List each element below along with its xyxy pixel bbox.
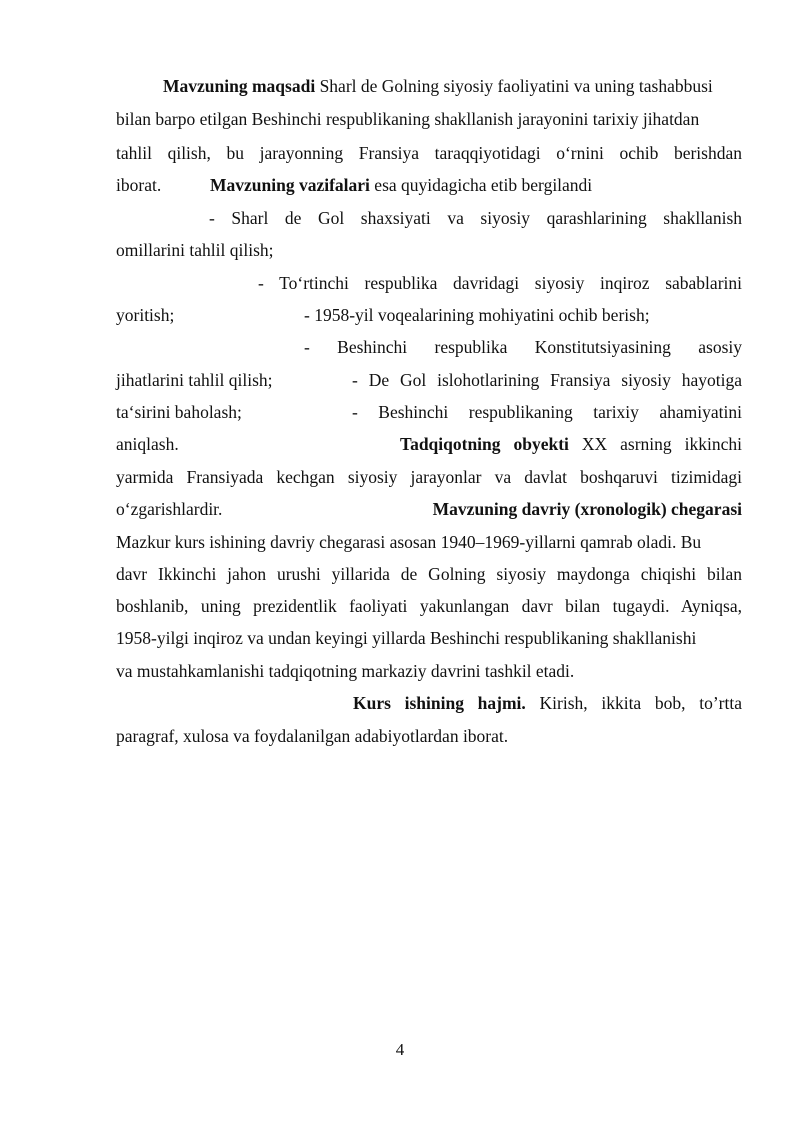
text-span: boshlanib, uning prezidentlik faoliyati yakunlangan davr bilan tugaydi. Ayniqsa, [116, 596, 742, 616]
list-item [116, 396, 742, 428]
list-item [116, 364, 742, 396]
list-item [209, 202, 742, 234]
heading-hajmi: Kurs ishining hajmi. [353, 693, 526, 713]
text-line [116, 720, 742, 752]
text-line [163, 70, 755, 102]
list-item [304, 331, 742, 363]
text-span: - Sharl de Gol shaxsiyati va siyosiy qarashlarining shakllanish [209, 208, 742, 228]
text-span: o‘zgarishlardir. [116, 499, 223, 519]
heading-vazifalari: Mavzuning vazifalari [210, 175, 370, 195]
list-item [258, 267, 742, 299]
page-number: 4 [395, 1040, 405, 1059]
text-span: paragraf, xulosa va foydalanilgan adabiyotlardan iborat. [116, 726, 509, 746]
text-span: davr Ikkinchi jahon urushi yillarida de Golning siyosiy maydonga chiqishi bilan [116, 564, 742, 584]
text-span: - To‘rtinchi respublika davridagi siyosiy inqiroz sabablarini [258, 273, 742, 293]
text-line [116, 622, 742, 654]
text-span: tahlil qilish, bu jarayonning Fransiya taraqqiyotidagi o‘rnini ochib berishdan [116, 143, 742, 163]
text-line [116, 428, 742, 460]
text-line [116, 493, 742, 525]
text-line [116, 137, 742, 169]
text-span: - 1958-yil voqealarining mohiyatini ochib berish; [304, 305, 650, 325]
text-line [116, 655, 742, 687]
text-span: yarmida Fransiyada kechgan siyosiy jarayonlar va davlat boshqaruvi tizimidagi [116, 467, 742, 487]
list-item [116, 234, 742, 266]
heading-obyekti: Tadqiqotning obyekti [400, 434, 569, 454]
text-span: Sharl de Golning siyosiy faoliyatini va uning tashabbusi [319, 76, 713, 96]
text-line [116, 169, 742, 201]
text-span: iborat. [116, 175, 162, 195]
text-span: omillarini tahlil qilish; [116, 240, 274, 260]
list-item [116, 299, 742, 331]
text-span: ta‘sirini baholash; [116, 402, 242, 422]
text-span: esa quyidagicha etib bergilandi [374, 175, 593, 195]
text-line [116, 103, 742, 135]
text-span: Kirish, ikkita bob, to’rtta [539, 693, 742, 713]
text-span [210, 169, 592, 201]
text-span [400, 428, 742, 460]
text-line [116, 526, 742, 558]
text-span: jihatlarini tahlil qilish; [116, 370, 273, 390]
text-span: Mazkur kurs ishining davriy chegarasi asosan 1940–1969-yillarni qamrab oladi. Bu [116, 532, 702, 552]
text-span: bilan barpo etilgan Beshinchi respublikaning shakllanish jarayonini tarixiy jihatdan [116, 109, 700, 129]
text-span: - Beshinchi respublika Konstitutsiyasining asosiy [304, 337, 742, 357]
heading-maqsadi: Mavzuning maqsadi [163, 76, 316, 96]
text-span: yoritish; [116, 305, 175, 325]
text-span: va mustahkamlanishi tadqiqotning markaziy davrini tashkil etadi. [116, 661, 575, 681]
text-line [116, 558, 742, 590]
text-span: aniqlash. [116, 434, 179, 454]
text-line [353, 687, 742, 719]
text-span: - De Gol islohotlarining Fransiya siyosiy hayotiga [352, 370, 742, 390]
text-line [116, 590, 742, 622]
text-line [116, 461, 742, 493]
heading-chegarasi: Mavzuning davriy (xronologik) chegarasi [432, 499, 742, 519]
text-span: XX asrning ikkinchi [581, 434, 742, 454]
text-span: 1958-yilgi inqiroz va undan keyingi yillarda Beshinchi respublikaning shakllanishi [116, 628, 697, 648]
text-span: - Beshinchi respublikaning tarixiy ahamiyatini [352, 402, 742, 422]
